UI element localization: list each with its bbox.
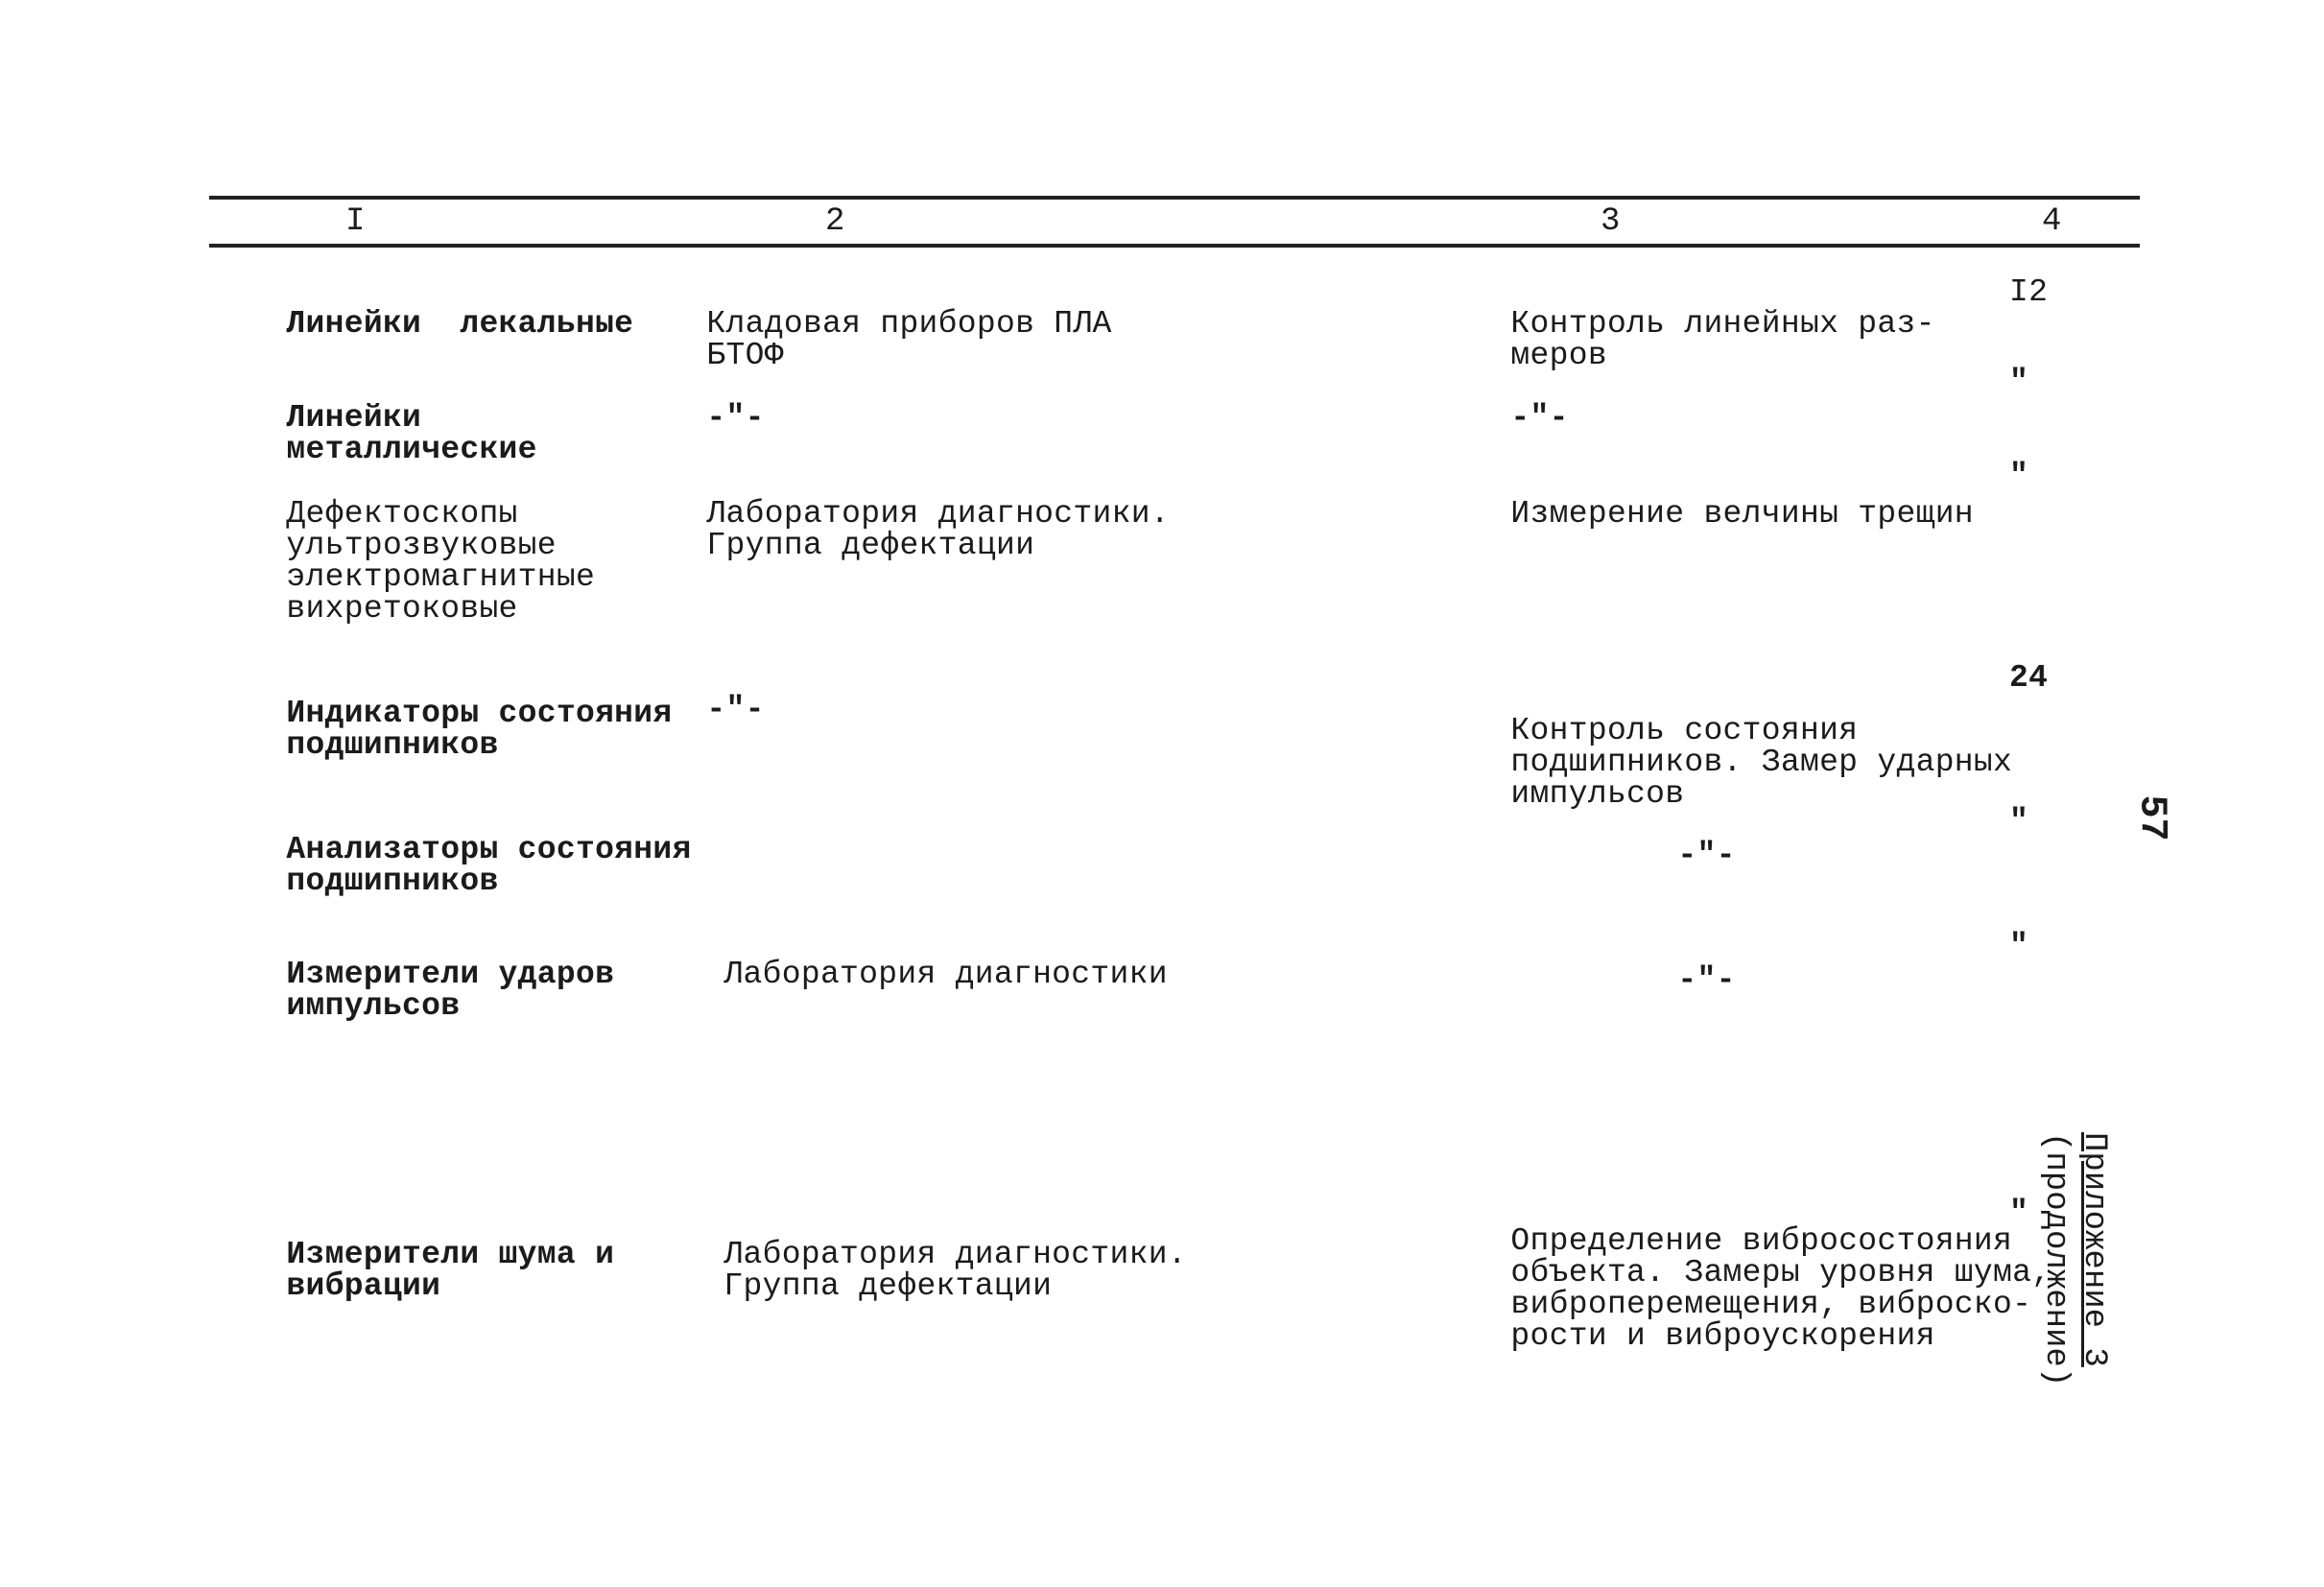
table-row-5-col1: Анализаторы состояния подшипников — [286, 832, 692, 899]
table-top-rule — [209, 196, 2140, 200]
table-row-3-col4: " — [2009, 459, 2029, 494]
table-row-6-col1: Измерители ударов импульсов — [286, 957, 615, 1024]
page-number: 57 — [2129, 794, 2173, 841]
table-row-2-col4: " — [2009, 365, 2029, 400]
table-row-3-col1: Дефектоскопы ультрозвуковые электромагнитные вихретоковые — [286, 496, 596, 627]
table-row-2-col3: -"- — [1510, 400, 1569, 436]
table-row-6-col3: -"- — [1677, 962, 1736, 998]
column-header-4: 4 — [2042, 203, 2062, 240]
table-row-6-col2: Лаборатория диагностики — [723, 957, 1168, 992]
table-row-7-col1: Измерители шума и вибрации — [286, 1237, 615, 1304]
table-header-rule — [209, 244, 2140, 248]
table-row-4-col2: -"- — [706, 692, 765, 727]
table-row-5-col3: -"- — [1677, 838, 1736, 873]
column-header-1: I — [345, 203, 366, 240]
column-header-3: 3 — [1601, 203, 1621, 240]
table-row-2-col1: Линейки металлические — [286, 400, 537, 467]
table-row-7-col3: Определение вибросостояния объекта. Замеры уровня шума, виброперемещения, виброско- рости и виброускорения — [1510, 1223, 2051, 1354]
table-row-4-col3: Контроль состояния подшипников. Замер ударных импульсов — [1510, 713, 2013, 812]
table-row-4-col1: Индикаторы состояния подшипников — [286, 696, 673, 763]
appendix-title: Приложение 3 — [2075, 1132, 2112, 1367]
table-row-3-col2: Лаборатория диагностики. Группа дефектации — [706, 496, 1170, 563]
appendix-label — [2025, 1132, 2111, 1420]
table-row-6-col4: " — [2009, 929, 2029, 964]
table-row-1-col1: Линейки лекальные — [286, 306, 634, 342]
table-row-7-col2: Лаборатория диагностики. Группа дефектации — [723, 1237, 1187, 1304]
appendix-subtitle: (продолжение) — [2037, 1132, 2074, 1387]
table-row-7-col4: " — [2009, 1196, 2029, 1231]
table-row-1-col3: Контроль линейных раз- меров — [1510, 306, 1935, 373]
table-row-3-col3: Измерение велчины трещин — [1510, 496, 1974, 532]
column-header-2: 2 — [825, 203, 845, 240]
table-row-2-col2: -"- — [706, 400, 765, 436]
table-row-4-col4: 24 — [2009, 660, 2049, 696]
table-row-5-col4: " — [2009, 804, 2029, 840]
table-row-1-col4: I2 — [2009, 274, 2049, 310]
table-row-1-col2: Кладовая приборов ПЛА БТОФ — [706, 306, 1112, 373]
